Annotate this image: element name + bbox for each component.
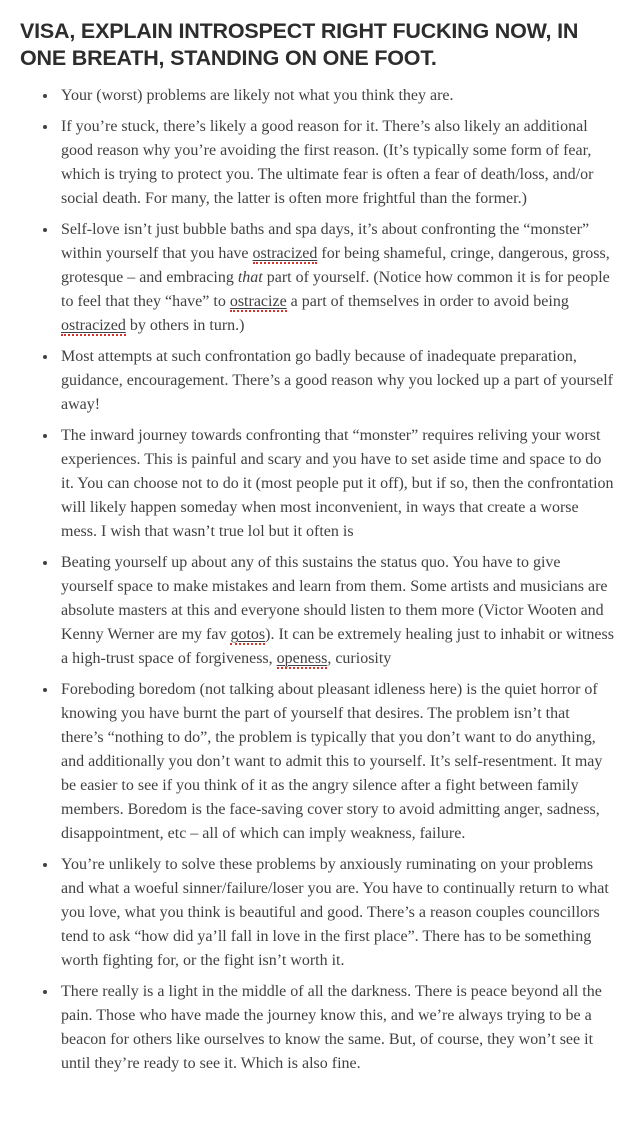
text-segment: There really is a light in the middle of all the darkness. There is peace beyond all the pain. Those who have made the journey know this, and we’re always trying to be a beacon for others like ourselves to know the same. But, of course, they won’t see it until they’re ready to see it. Which is also fine. xyxy=(61,983,602,1073)
list-item xyxy=(58,678,614,846)
list-item xyxy=(58,218,614,338)
text-segment: by others in turn.) xyxy=(125,317,245,335)
text-segment: ). It can be extremely healing just to inhabit or witness a high-trust space of forgiveness, xyxy=(61,626,614,668)
list-item xyxy=(58,84,614,108)
text-segment: You’re unlikely to solve these problems by anxiously ruminating on your problems and what a woeful sinner/failure/loser you are. You have to continually return to what you love, what you think is beautiful and good. There’s a reason couples councillors tend to ask “how did ya’ll fall in love in the first place”. There has to be something worth fighting for, or the fight isn’t worth it. xyxy=(61,856,609,970)
text-segment: part of yourself. (Notice how common it is for people to feel that they “have” to xyxy=(61,269,610,311)
list-item xyxy=(58,424,614,544)
text-segment: If you’re stuck, there’s likely a good reason for it. There’s also likely an additional good reason why you’re avoiding the first reason. (It’s typically some form of fear, which is trying to protect you. The ultimate fear is often a fear of death/loss, and/or social death. For many, the latter is often more frightful than the former.) xyxy=(61,118,594,208)
bullet-list xyxy=(20,84,614,1076)
text-segment: Most attempts at such confrontation go badly because of inadequate preparation, guidance, encouragement. There’s a good reason why you locked up a part of yourself away! xyxy=(61,348,613,414)
list-item xyxy=(58,853,614,973)
text-segment: Beating yourself up about any of this sustains the status quo. You have to give yourself space to make mistakes and learn from them. Some artists and musicians are absolute masters at this and everyone should listen to them more (Victor Wooten and Kenny Werner are my fav xyxy=(61,554,608,644)
list-item xyxy=(58,345,614,417)
inline-link[interactable]: ostracize xyxy=(229,293,287,311)
text-segment: Your (worst) problems are likely not what you think they are. xyxy=(61,87,454,105)
list-item xyxy=(58,980,614,1076)
inline-link[interactable]: openess xyxy=(276,650,328,668)
inline-link[interactable]: ostracized xyxy=(61,317,126,335)
text-segment: for being shameful, cringe, dangerous, gross, grotesque – and embracing xyxy=(61,245,610,287)
inline-link[interactable]: ostracized xyxy=(252,245,318,263)
inline-link[interactable]: gotos xyxy=(230,626,266,644)
list-item xyxy=(58,551,614,671)
list-item xyxy=(58,115,614,211)
text-segment: Self-love isn’t just bubble baths and spa days, it’s about confronting the “monster” within yourself that you have xyxy=(61,221,590,263)
text-segment: The inward journey towards confronting that “monster” requires reliving your worst experiences. This is painful and scary and you have to set aside time and space to do it. You can choose not to do it (most people put it off), but if so, then the confrontation will likely happen someday when most inconvenient, in ways that create a worse mess. I wish that wasn’t true lol but it often is xyxy=(61,427,614,541)
text-segment: , curiosity xyxy=(327,650,392,668)
emphasis-text: that xyxy=(237,269,263,287)
page-title: VISA, EXPLAIN INTROSPECT RIGHT FUCKING NOW, IN ONE BREATH, STANDING ON ONE FOOT. xyxy=(20,19,579,71)
text-segment: Foreboding boredom (not talking about pleasant idleness here) is the quiet horror of knowing you have burnt the part of yourself that desires. The problem isn’t that there’s “nothing to do”, the problem is typically that you don’t want to do anything, and additionally you don’t want to admit this to yourself. It’s self-resentment. It may be easier to see if you think of it as the angry silence after a fight between family members. Boredom is the face-saving cover story to avoid admitting anger, sadness, disappointment, etc – all of which can imply weakness, failure. xyxy=(61,681,603,843)
text-segment: a part of themselves in order to avoid being xyxy=(286,293,569,311)
